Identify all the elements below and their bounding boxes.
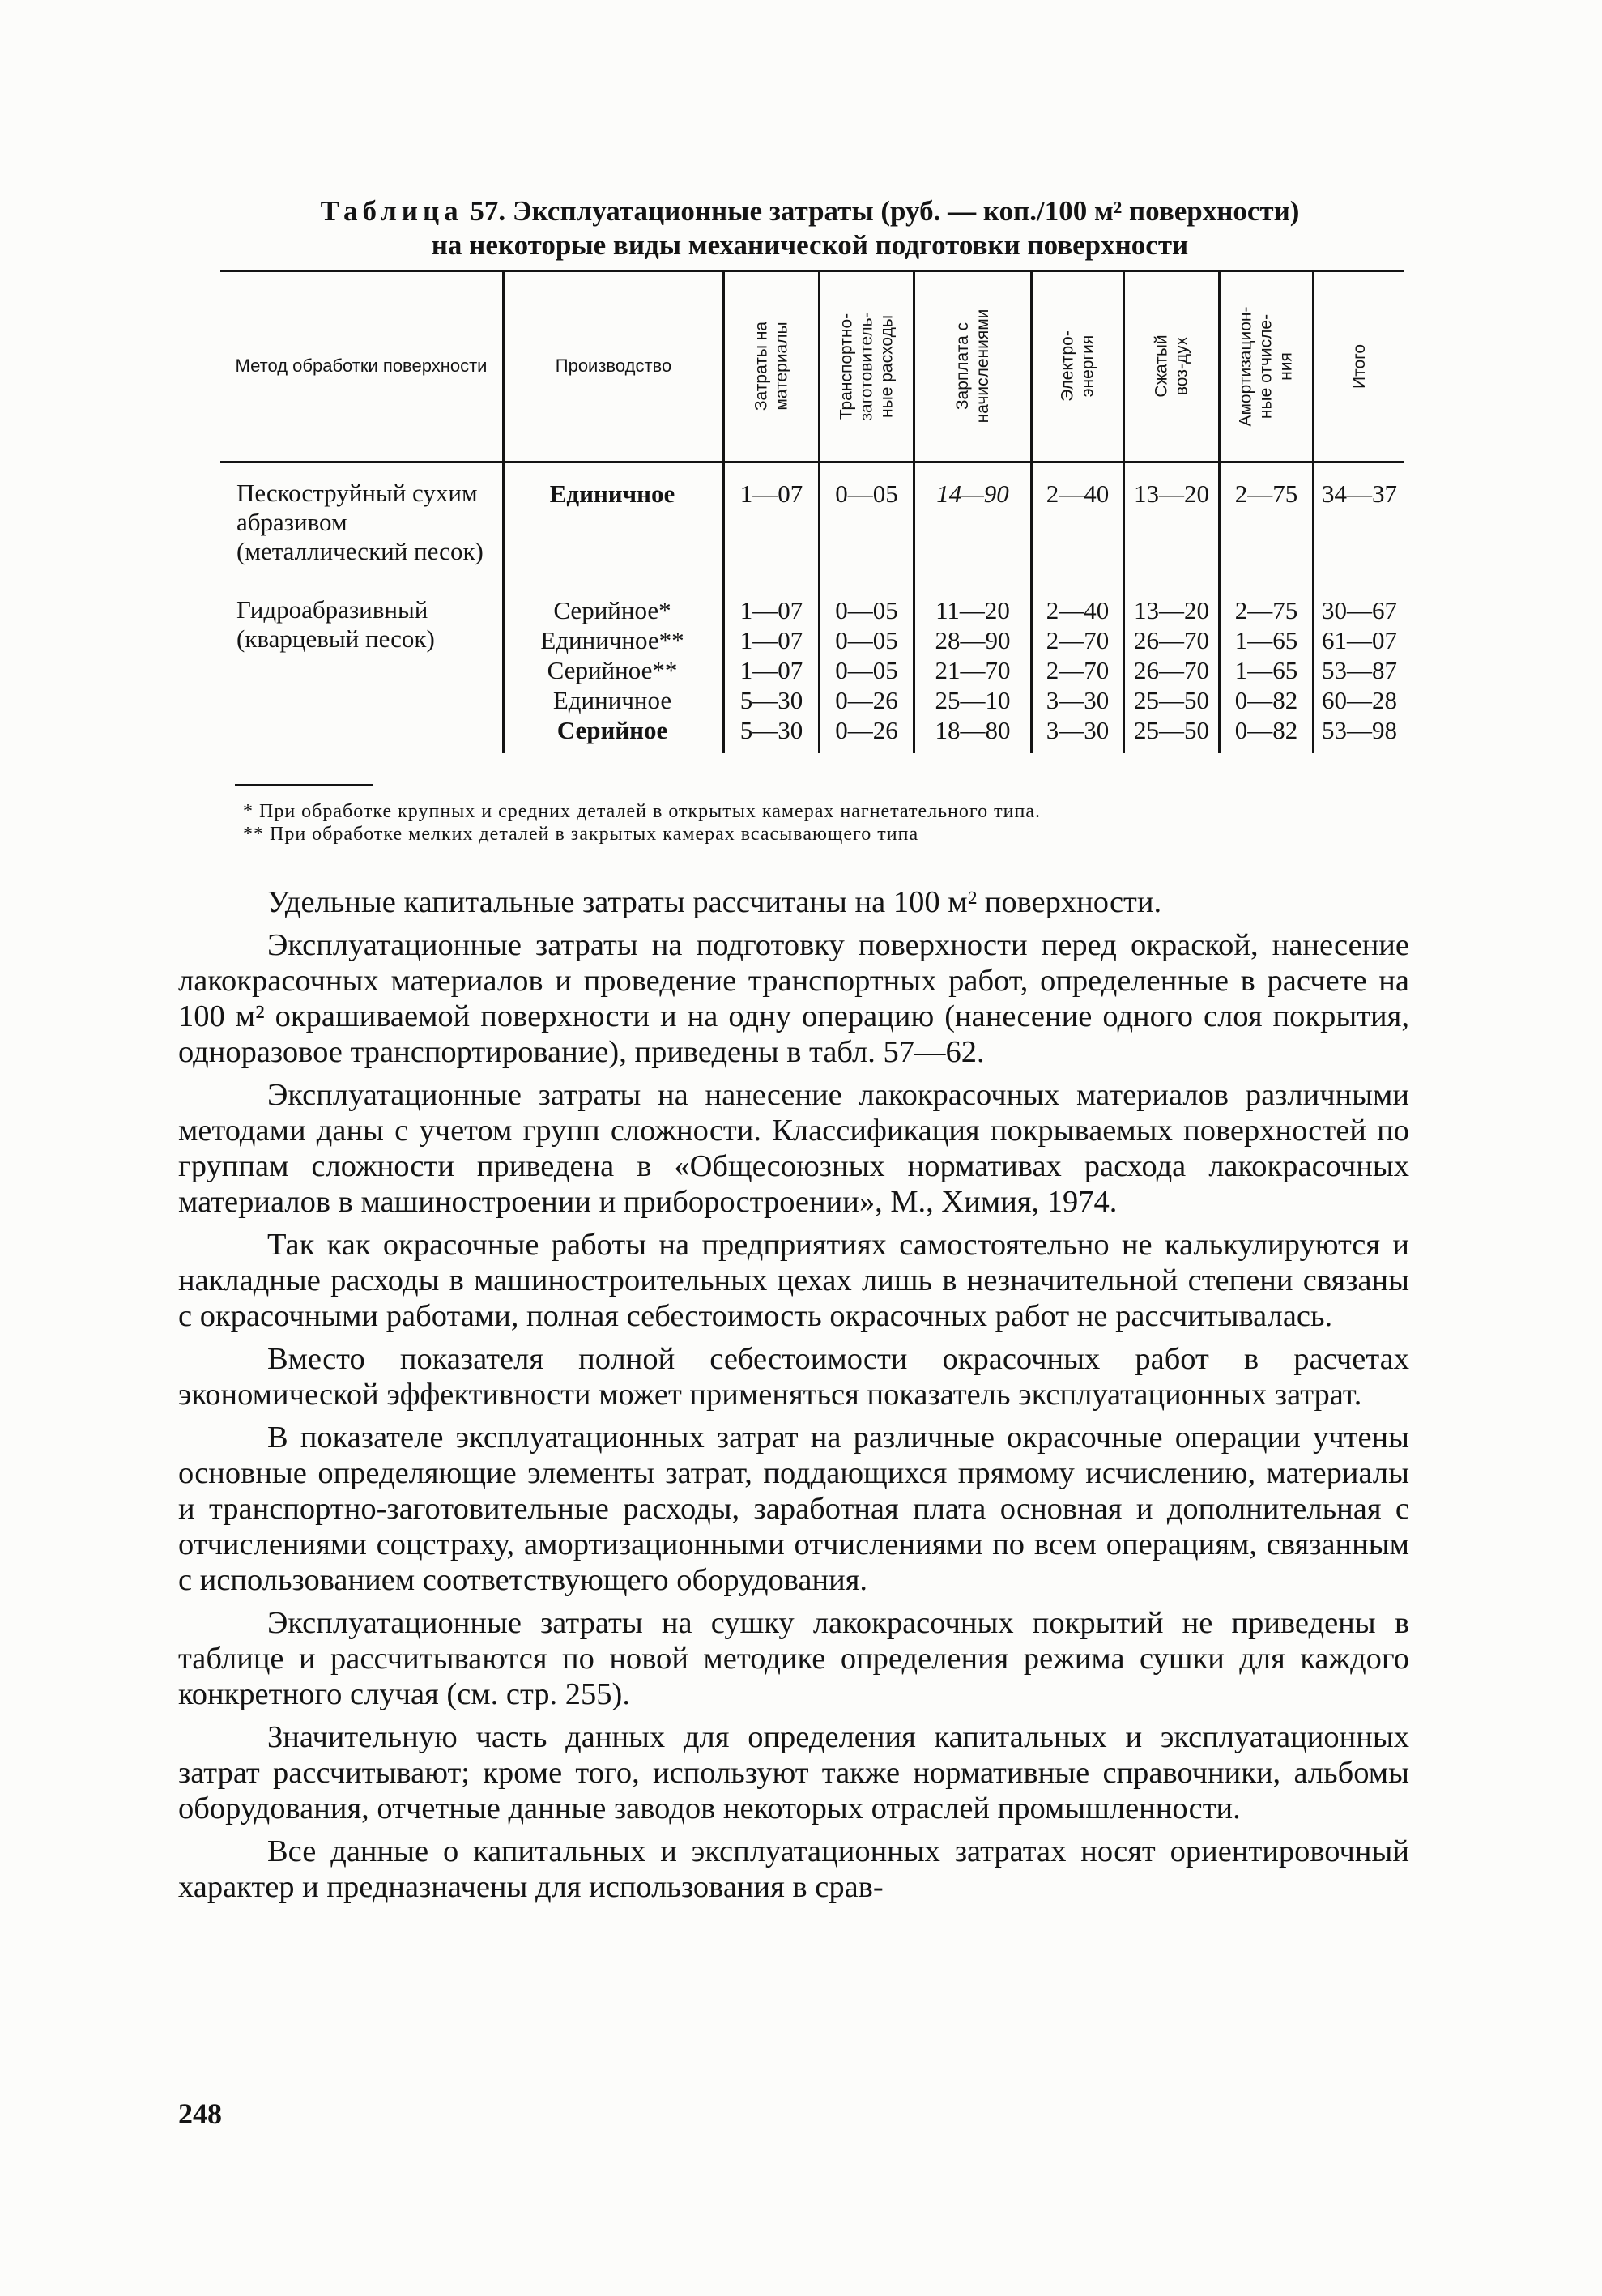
cell-production: Единичное** (540, 626, 684, 654)
table-header-rule (220, 461, 1404, 463)
cell-salary: 28—90 (935, 626, 1011, 654)
cell-energy: 3—30 (1046, 686, 1110, 714)
paragraph: Удельные капитальные затраты рассчитаны на 100 м² поверхности. (267, 885, 1162, 919)
cell-amortization: 0—82 (1234, 686, 1298, 714)
cell-transport: 0—26 (835, 716, 898, 744)
table-caption-label: Таблица (320, 195, 463, 227)
cell-transport: 0—05 (835, 596, 898, 624)
cell-materials: 1—07 (739, 626, 803, 654)
header-production: Производство (555, 356, 672, 376)
cell-energy: 2—40 (1046, 479, 1110, 508)
table-caption (178, 194, 1442, 262)
cell-air: 13—20 (1134, 596, 1209, 624)
cell-air: 25—50 (1134, 716, 1209, 744)
table-top-rule (220, 270, 1404, 272)
page-number: 248 (178, 2098, 222, 2130)
cell-materials: 5—30 (739, 716, 803, 744)
footnote-1: * При обработке крупных и средних деталей в открытых камерах нагнетательного типа. (243, 801, 1041, 822)
paragraph: Эксплуатационные затраты на сушку лакокрасочных покрытий не приведены в таблице и рассчитываются по новой методике определения режима сушки для каждого конкретного случая (см. стр. 255). (178, 1606, 1409, 1711)
cell-total: 61—07 (1322, 626, 1397, 654)
cell-materials: 1—07 (739, 656, 803, 684)
cell-energy: 2—70 (1046, 626, 1110, 654)
cost-table (220, 270, 1404, 753)
cell-transport: 0—05 (835, 656, 898, 684)
cell-amortization: 2—75 (1234, 479, 1298, 508)
table-caption-title: 57. Эксплуатационные затраты (руб. — коп./100 м² поверхности) (462, 195, 1300, 227)
cell-total: 34—37 (1322, 479, 1397, 508)
footnote-rule (235, 784, 373, 786)
paragraph: Вместо показателя полной себестоимости окрасочных работ в расчетах экономической эффективности может применяться показатель эксплуатационных затрат. (178, 1342, 1409, 1412)
paragraph: Эксплуатационные затраты на нанесение лакокрасочных материалов различными методами даны с учетом групп сложности. Классификация покрываемых поверхностей по группам сложности приведена в «Общесоюзных нормативах расхода лакокрасочных материалов в машиностроении и приборостроении», М., Химия, 1974. (178, 1078, 1409, 1219)
cell-total: 53—98 (1322, 716, 1397, 744)
cell-total: 30—67 (1322, 596, 1397, 624)
header-method: Метод обработки поверхности (235, 356, 488, 376)
cell-salary: 25—10 (935, 686, 1011, 714)
cell-amortization: 1—65 (1234, 656, 1298, 684)
cell-salary: 21—70 (935, 656, 1011, 684)
cell-production: Единичное (552, 686, 672, 714)
table-caption-subtitle: на некоторые виды механической подготовки поверхности (431, 229, 1189, 261)
body-text (178, 884, 1409, 1912)
cell-transport: 0—26 (835, 686, 898, 714)
paragraph: Все данные о капитальных и эксплуатационных затратах носят ориентировочный характер и предназначены для использования в срав- (178, 1834, 1409, 1904)
cell-materials: 1—07 (739, 479, 803, 508)
cell-amortization: 1—65 (1234, 626, 1298, 654)
cell-air: 25—50 (1134, 686, 1209, 714)
footnote-2: ** При обработке мелких деталей в закрытых камерах всасывающего типа (243, 824, 919, 845)
cell-total: 60—28 (1322, 686, 1397, 714)
cell-air: 26—70 (1134, 626, 1209, 654)
cell-salary: 14—90 (936, 479, 1009, 508)
cell-total: 53—87 (1322, 656, 1397, 684)
cell-energy: 3—30 (1046, 716, 1110, 744)
cell-salary: 11—20 (935, 596, 1010, 624)
cell-energy: 2—70 (1046, 656, 1110, 684)
header-amortization: Амортизацион-ные отчисле-ния (1237, 305, 1296, 427)
header-transport: Транспортно-заготовитель-ные расходы (837, 311, 897, 421)
cell-energy: 2—40 (1046, 596, 1110, 624)
cell-air: 13—20 (1134, 479, 1209, 508)
cell-production: Серийное** (547, 656, 678, 684)
paragraph: В показателе эксплуатационных затрат на различные окрасочные операции учтены основные определяющие элементы затрат, поддающихся прямому исчислению, материалы и транспортно-заготовительные расходы, заработная плата основная и дополнительная с отчислениями соцстраху, амортизационными отчислениями по всем операциям, связанным с использованием соответствующего оборудования. (178, 1421, 1409, 1597)
header-total: Итого (1349, 343, 1369, 389)
header-materials: Затраты на материалы (752, 321, 791, 411)
cell-materials: 1—07 (739, 596, 803, 624)
header-energy: Электро-энергия (1058, 330, 1097, 402)
cell-air: 26—70 (1134, 656, 1209, 684)
cell-salary: 18—80 (935, 716, 1011, 744)
paragraph: Так как окрасочные работы на предприятиях самостоятельно не калькулируются и накладные расходы в машиностроительных цехах лишь в незначительной степени связаны с окрасочными работами, полная себестоимость окрасочных работ не рассчитывалась. (178, 1228, 1409, 1333)
paragraph: Эксплуатационные затраты на подготовку поверхности перед окраской, нанесение лакокрасочных материалов и проведение транспортных работ, определенные в расчете на 100 м² окрашиваемой поверхности и на одну операцию (нанесение одного слоя покрытия, одноразовое транспортирование), приведены в табл. 57—62. (178, 928, 1409, 1069)
cell-transport: 0—05 (835, 479, 898, 508)
header-salary: Зарплата с начислениями (953, 309, 992, 424)
cell-production: Серийное (556, 716, 668, 744)
cell-transport: 0—05 (835, 626, 898, 654)
cell-materials: 5—30 (739, 686, 803, 714)
cell-amortization: 0—82 (1234, 716, 1298, 744)
paragraph: Значительную часть данных для определения капитальных и эксплуатационных затрат рассчитывают; кроме того, используют также нормативные справочники, альбомы оборудования, отчетные данные заводов некоторых отраслей промышленности. (178, 1720, 1409, 1825)
method-sandblast: Пескоструйный сухим абразивом (металлический песок) (236, 479, 484, 565)
cell-production: Единичное (549, 479, 675, 508)
method-hydroabrasive: Гидроабразивный (кварцевый песок) (236, 595, 435, 653)
cell-production: Серийное* (553, 596, 671, 624)
cell-amortization: 2—75 (1234, 596, 1298, 624)
header-air: Сжатый воз-дух (1152, 334, 1191, 398)
